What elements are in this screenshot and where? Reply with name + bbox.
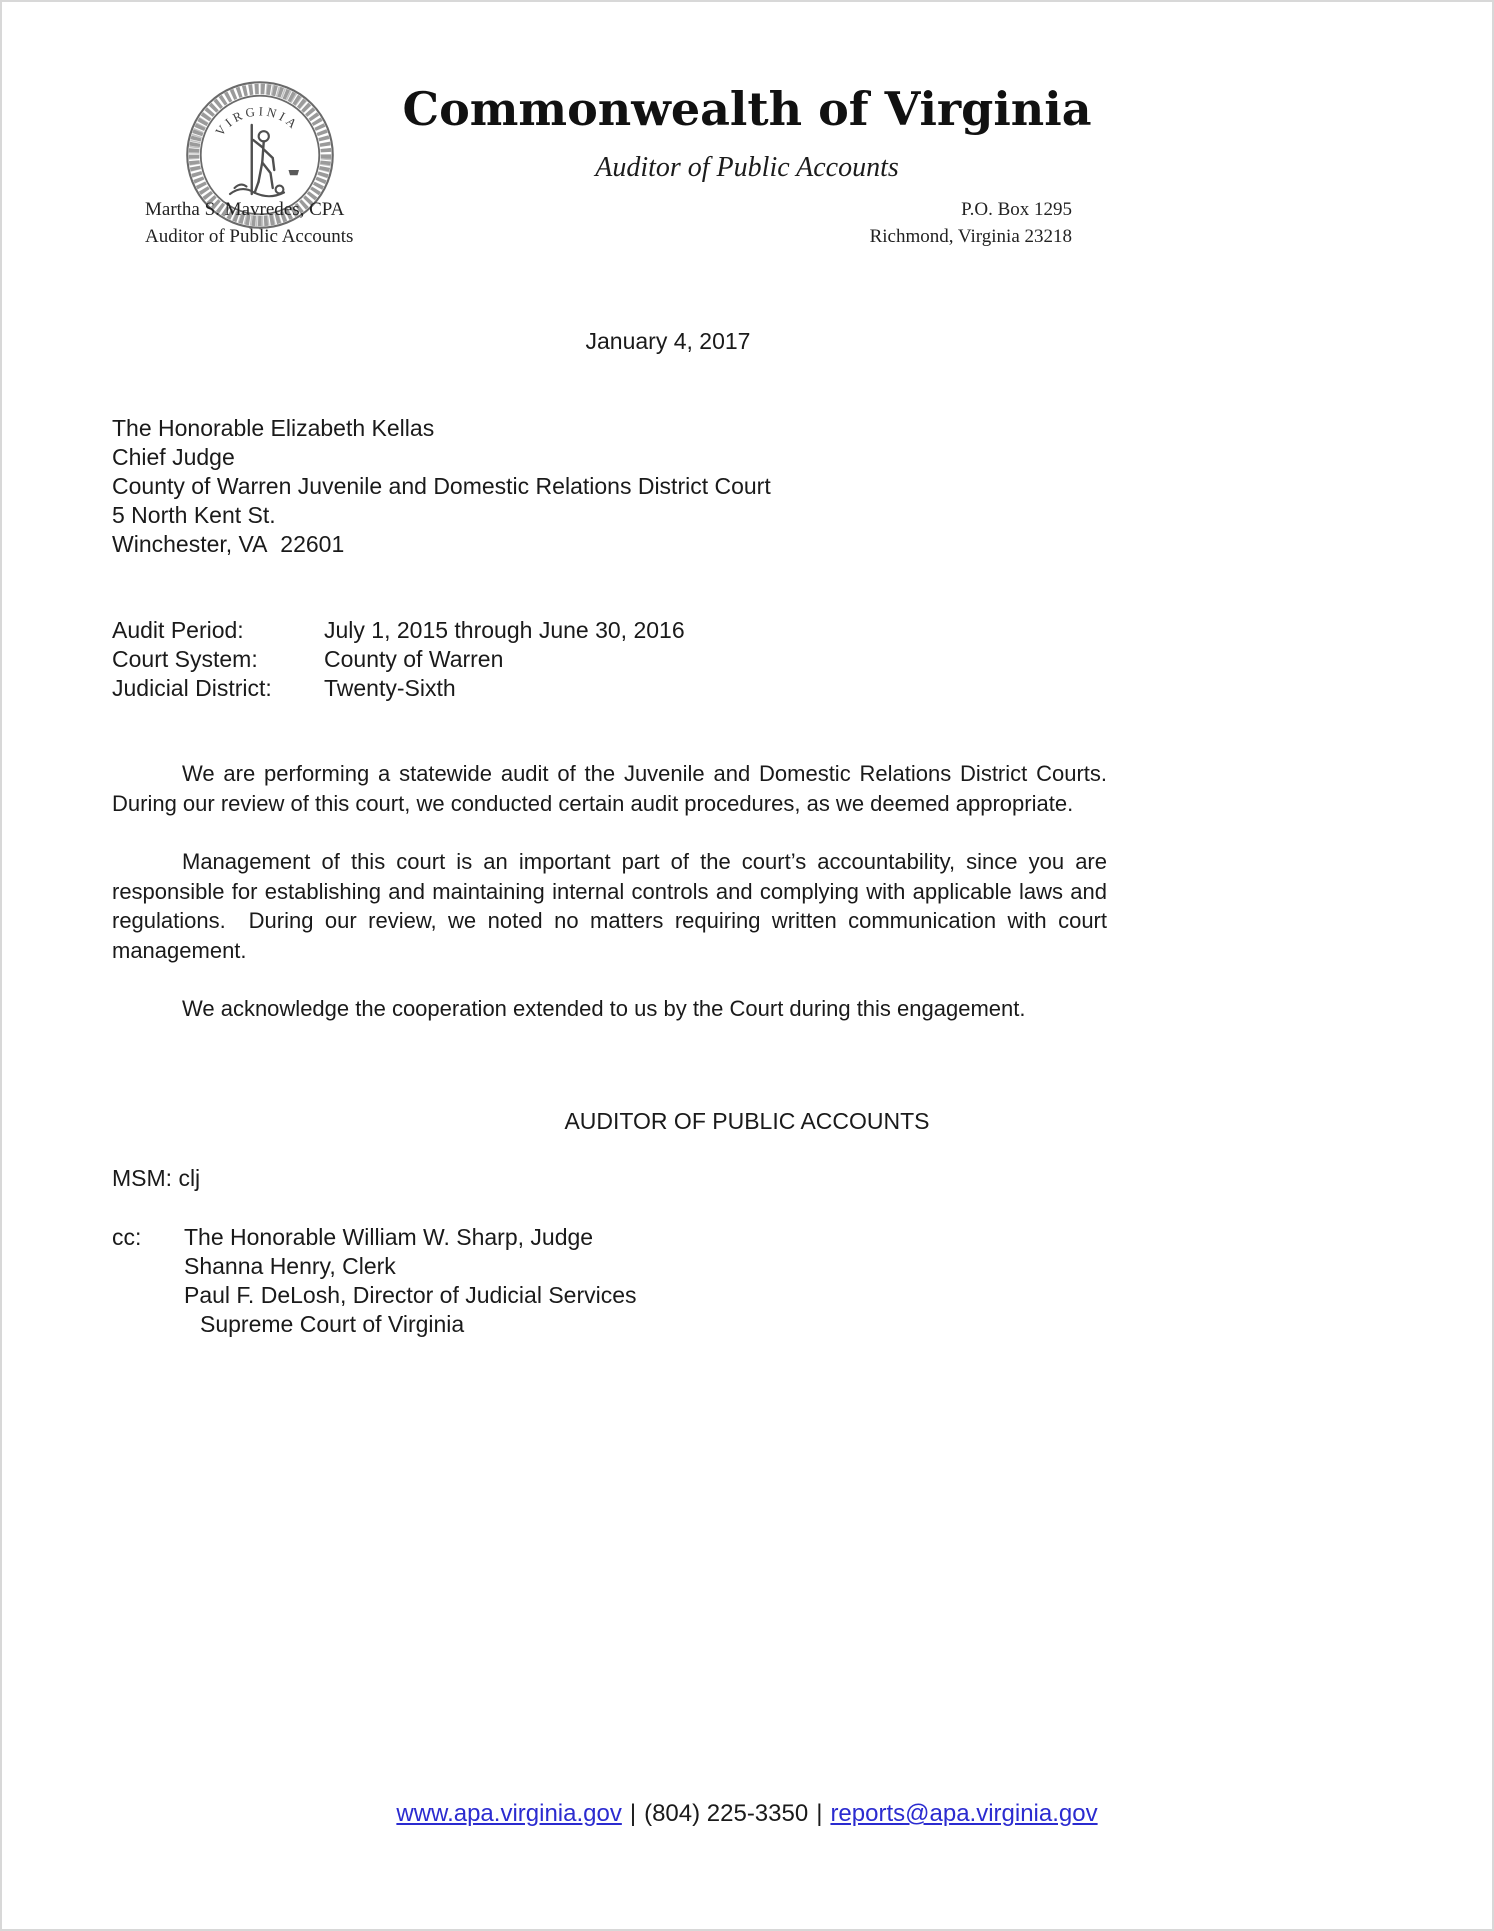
recipient-city: Winchester, VA 22601 bbox=[112, 531, 345, 557]
audit-period-value: July 1, 2015 through June 30, 2016 bbox=[324, 617, 685, 643]
reference-initials: MSM: clj bbox=[112, 1165, 201, 1191]
footer-separator: | bbox=[816, 1800, 823, 1827]
paragraph-acknowledgement: We acknowledge the cooperation extended to us by the Court during this engagement. bbox=[182, 996, 1026, 1021]
signature-org: AUDITOR OF PUBLIC ACCOUNTS bbox=[564, 1108, 930, 1134]
footer-contact-line bbox=[2, 1800, 1492, 1828]
letterhead-subtitle: Auditor of Public Accounts bbox=[595, 152, 899, 183]
court-system-row bbox=[112, 645, 685, 674]
judicial-district-value: Twenty-Sixth bbox=[324, 675, 456, 701]
svg-text:VIRGINIA: VIRGINIA bbox=[212, 104, 302, 139]
recipient-block bbox=[112, 414, 771, 559]
paragraph-management: Management of this court is an important part of the court’s accountability, since you are responsible for establishing and maintaining internal controls and complying with applicable laws and regulations. During our review, we noted no matters requiring written communication with court management. bbox=[112, 849, 1114, 963]
email-link[interactable]: reports@apa.virginia.gov bbox=[830, 1800, 1098, 1827]
recipient-name: The Honorable Elizabeth Kellas bbox=[112, 415, 435, 441]
audit-period-label: Audit Period: bbox=[112, 617, 244, 643]
cc-name-director: Paul F. DeLosh, Director of Judicial Services bbox=[184, 1282, 637, 1308]
official-title: Auditor of Public Accounts bbox=[145, 226, 354, 247]
letterhead-title: Commonwealth of Virginia bbox=[402, 82, 1092, 136]
recipient-street: 5 North Kent St. bbox=[112, 502, 276, 528]
judicial-district-label: Judicial District: bbox=[112, 675, 272, 701]
cc-names bbox=[184, 1223, 637, 1339]
cc-name-clerk: Shanna Henry, Clerk bbox=[184, 1253, 396, 1279]
cc-name-supreme-court: Supreme Court of Virginia bbox=[200, 1311, 465, 1337]
official-name-block bbox=[145, 196, 353, 250]
cc-block bbox=[112, 1223, 637, 1339]
po-city: Richmond, Virginia 23218 bbox=[869, 226, 1072, 247]
footer-separator: | bbox=[629, 1800, 637, 1827]
website-link[interactable]: www.apa.virginia.gov bbox=[396, 1800, 622, 1827]
cc-label: cc: bbox=[112, 1224, 142, 1250]
phone-number: (804) 225-3350 bbox=[644, 1800, 809, 1827]
cc-name-judge: The Honorable William W. Sharp, Judge bbox=[184, 1224, 594, 1250]
court-system-label: Court System: bbox=[112, 646, 258, 672]
recipient-court: County of Warren Juvenile and Domestic Relations District Court bbox=[112, 473, 771, 499]
audit-period-row bbox=[112, 616, 685, 645]
official-name: Martha S. Mavredes, CPA bbox=[145, 199, 345, 220]
court-system-value: County of Warren bbox=[324, 646, 504, 672]
recipient-title: Chief Judge bbox=[112, 444, 235, 470]
po-address-block bbox=[672, 196, 1072, 250]
letter-body bbox=[112, 759, 1114, 1053]
letter-date: January 4, 2017 bbox=[585, 328, 751, 354]
paragraph-audit-statement: We are performing a statewide audit of the Juvenile and Domestic Relations District Courts. During our review of this court, we conducted certain audit procedures, as we deemed appropriate. bbox=[112, 761, 1114, 816]
audit-details bbox=[112, 616, 685, 703]
po-box: P.O. Box 1295 bbox=[961, 199, 1072, 220]
judicial-district-row bbox=[112, 674, 685, 703]
